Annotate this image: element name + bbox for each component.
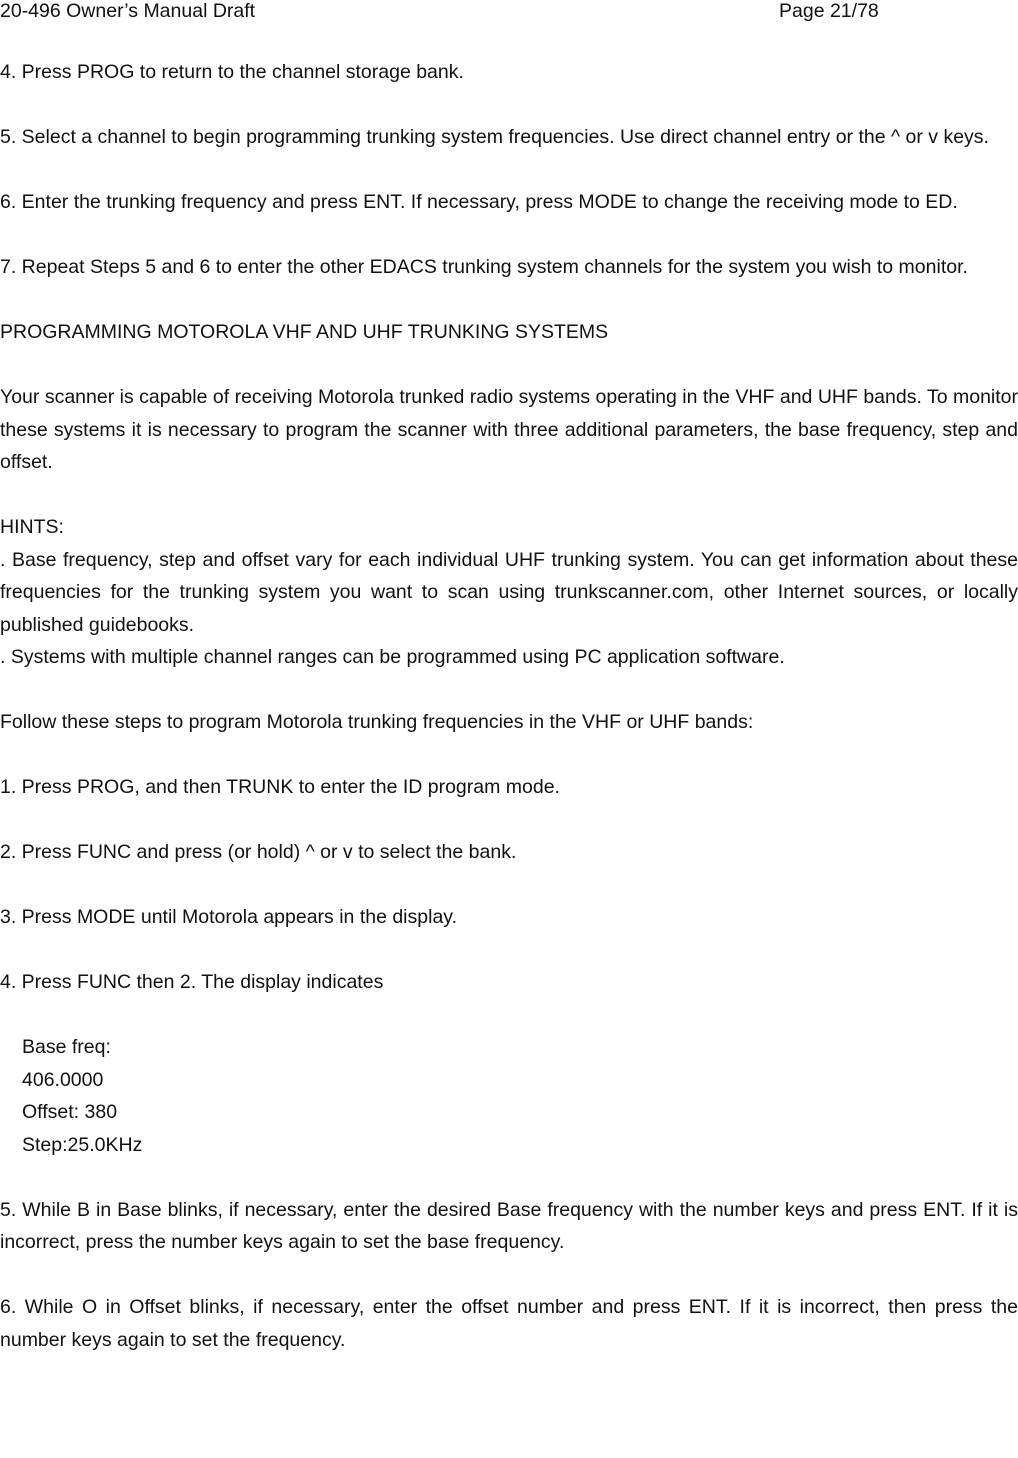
manual-title: 20-496 Owner’s Manual Draft [0,0,256,22]
step-6-enter-frequency: 6. Enter the trunking frequency and press ENT. If necessary, press MODE to change the receiving mode to ED. [0,191,958,213]
step-5-select-channel: 5. Select a channel to begin programming trunking system frequencies. Use direct channel entry or the ^ or v keys. [0,126,989,148]
page-number: Page 21/78 [779,0,879,22]
page-header [0,0,1018,26]
hint-base-frequency: . Base frequency, step and offset vary for each individual UHF trunking system. You can get information about these frequencies for the trunking system you want to scan using trunkscanner.com, other Internet sources, or locally published guidebooks. [0,548,1018,636]
display-step: Step:25.0KHz [22,1133,143,1156]
hints-title: HINTS: [0,516,64,538]
step-1-press-prog: 1. Press PROG, and then TRUNK to enter the ID program mode. [0,776,560,798]
step-3-press-mode: 3. Press MODE until Motorola appears in the display. [0,906,458,928]
step-4-return: 4. Press PROG to return to the channel storage bank. [0,61,464,83]
display-offset: Offset: 380 [22,1101,118,1123]
step-4-press-func: 4. Press FUNC then 2. The display indicates [0,971,384,993]
section-intro: Your scanner is capable of receiving Motorola trunked radio systems operating in the VHF and UHF bands. To monitor these systems it is necessary to program the scanner with three additional parameters, the base frequency, step and offset. [0,386,1018,473]
step-2-select-bank: 2. Press FUNC and press (or hold) ^ or v to select the bank. [0,841,517,863]
step-7-repeat: 7. Repeat Steps 5 and 6 to enter the other EDACS trunking system channels for the system you wish to monitor. [0,256,968,278]
hint-multiple-ranges: . Systems with multiple channel ranges can be programmed using PC application software. [0,646,785,668]
display-base-freq: Base freq: [22,1036,111,1058]
document-body [0,56,1018,1356]
step-5-base-blinks: 5. While B in Base blinks, if necessary, enter the desired Base frequency with the number keys and press ENT. If it is incorrect, press the number keys again to set the base frequency. [0,1198,1018,1253]
section-heading: PROGRAMMING MOTOROLA VHF AND UHF TRUNKING SYSTEMS [0,321,609,343]
display-base-value: 406.0000 [22,1068,104,1091]
step-6-offset-blinks: 6. While O in Offset blinks, if necessary, enter the offset number and press ENT. If it is incorrect, then press the number keys again to set the frequency. [0,1296,1018,1351]
follow-steps-intro: Follow these steps to program Motorola trunking frequencies in the VHF or UHF bands: [0,711,754,733]
